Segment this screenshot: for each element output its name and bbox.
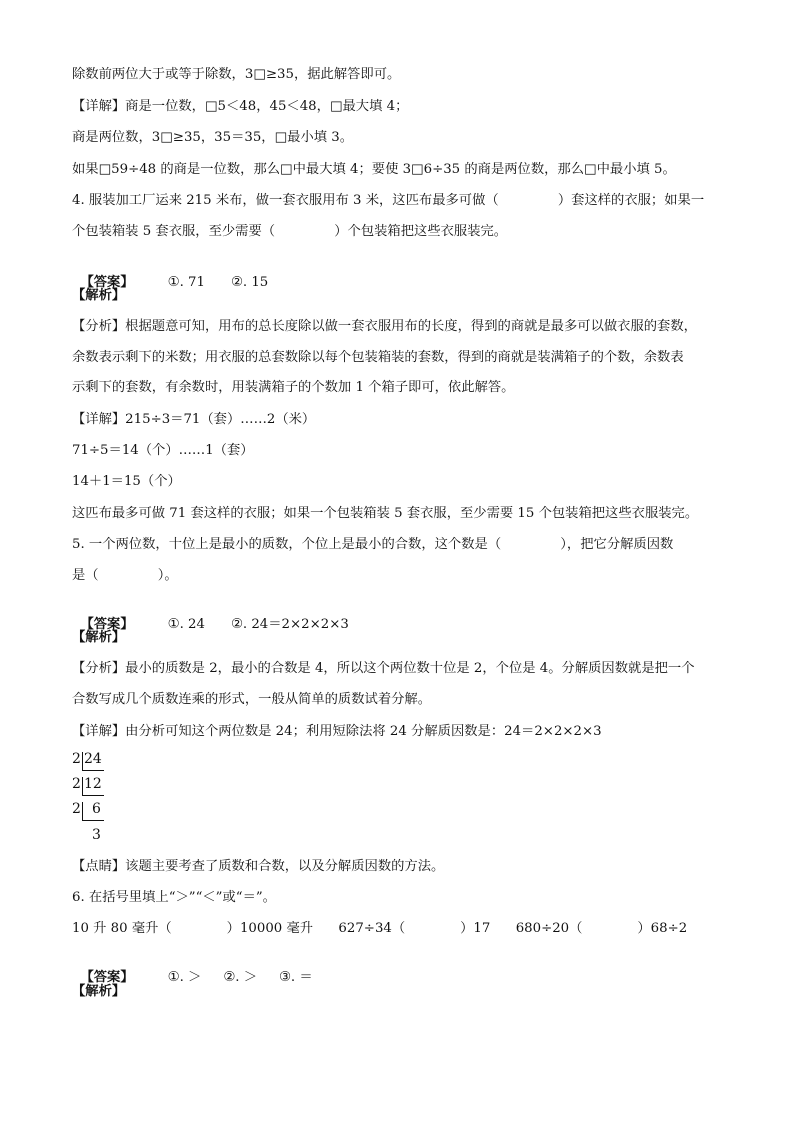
text-line: 除数前两位大于或等于除数，3□≥35，据此解答即可。 [72, 67, 401, 82]
text-line: 【分析】根据题意可知，用布的总长度除以做一套衣服用布的长度，得到的商就是最多可以做衣服的套数， [72, 319, 697, 334]
short-division-diagram [72, 750, 132, 850]
quotient: 3 [92, 827, 101, 843]
text-line: 余数表示剩下的米数；用衣服的总套数除以每个包装箱装的套数，得到的商就是装满箱子的个数，余数表 [72, 350, 684, 365]
question-4-line-2: 个包装箱装 5 套衣服，至少需要（ ）个包装箱把这些衣服装完。 [72, 224, 508, 239]
text-line: 【详解】商是一位数，□5＜48，45＜48，□最大填 4； [72, 99, 409, 114]
text-line: 示剩下的套数，有余数时，用装满箱子的个数加 1 个箱子即可，依此解答。 [72, 380, 515, 395]
answer-label: 【答案】 [80, 970, 134, 985]
text-line: 【详解】由分析可知这个两位数是 24；利用短除法将 24 分解质因数是：24＝2×2×2×3 [72, 724, 602, 739]
dividend: 12 [84, 776, 102, 792]
text-line: 商是两位数，3□≥35，35＝35，□最小填 3。 [72, 130, 354, 145]
division-line [82, 820, 104, 821]
answer-row-q6 [72, 951, 313, 987]
question-4-line-1: 4. 服装加工厂运来 215 米布，做一套衣服用布 3 米，这匹布最多可做（ ）套这样的衣服；如果一 [72, 193, 705, 208]
analysis-label: 【解析】 [72, 288, 126, 303]
question-5-line-2: 是（ ）。 [72, 568, 178, 583]
analysis-label: 【解析】 [72, 630, 126, 645]
dividend: 24 [84, 751, 102, 767]
answer-item: ①. 24 [167, 617, 205, 632]
analysis-label: 【解析】 [72, 984, 126, 999]
division-line [82, 770, 104, 771]
question-6-line-2: 10 升 80 毫升（ ）10000 毫升 627÷34（ ）17 680÷20（ ）68÷2 [72, 921, 688, 936]
text-line: 【点睛】该题主要考查了质数和合数，以及分解质因数的方法。 [72, 859, 445, 874]
text-line: 合数写成几个质数连乘的形式，一般从简单的质数试着分解。 [72, 692, 432, 707]
answer-item: ②. ＞ [223, 970, 257, 985]
divisor: 2 [72, 776, 81, 792]
answer-item: ②. 15 [230, 275, 269, 290]
text-line: 这匹布最多可做 71 套这样的衣服；如果一个包装箱装 5 套衣服，至少需要 15 个包装箱把这些衣服装完。 [72, 506, 699, 521]
text-line: 【详解】215÷3＝71（套）……2（米） [72, 412, 316, 427]
answer-label: 【答案】 [80, 275, 134, 290]
divisor: 2 [72, 801, 81, 817]
text-line: 如果□59÷48 的商是一位数，那么□中最大填 4；要使 3□6÷35 的商是两位数，那么□中最小填 5。 [72, 162, 676, 177]
question-6-line-1: 6. 在括号里填上“＞”“＜”或“＝”。 [72, 890, 276, 905]
text-line: 14＋1＝15（个） [72, 474, 181, 489]
text-line: 71÷5＝14（个）……1（套） [72, 443, 254, 458]
dividend: 6 [92, 801, 101, 817]
division-bracket [82, 802, 83, 820]
answer-item: ①. ＞ [167, 970, 202, 985]
answer-item: ③. ＝ [279, 970, 313, 985]
division-bracket [82, 752, 83, 770]
answer-label: 【答案】 [80, 617, 134, 632]
division-bracket [82, 777, 83, 795]
divisor: 2 [72, 751, 81, 767]
answer-item: ②. 24＝2×2×2×3 [230, 617, 349, 632]
question-5-line-1: 5. 一个两位数，十位上是最小的质数，个位上是最小的合数，这个数是（ ），把它分解质因数 [72, 537, 674, 552]
answer-item: ①. 71 [167, 275, 205, 290]
text-line: 【分析】最小的质数是 2，最小的合数是 4，所以这个两位数十位是 2，个位是 4。分解质因数就是把一个 [72, 661, 695, 676]
division-line [82, 795, 104, 796]
